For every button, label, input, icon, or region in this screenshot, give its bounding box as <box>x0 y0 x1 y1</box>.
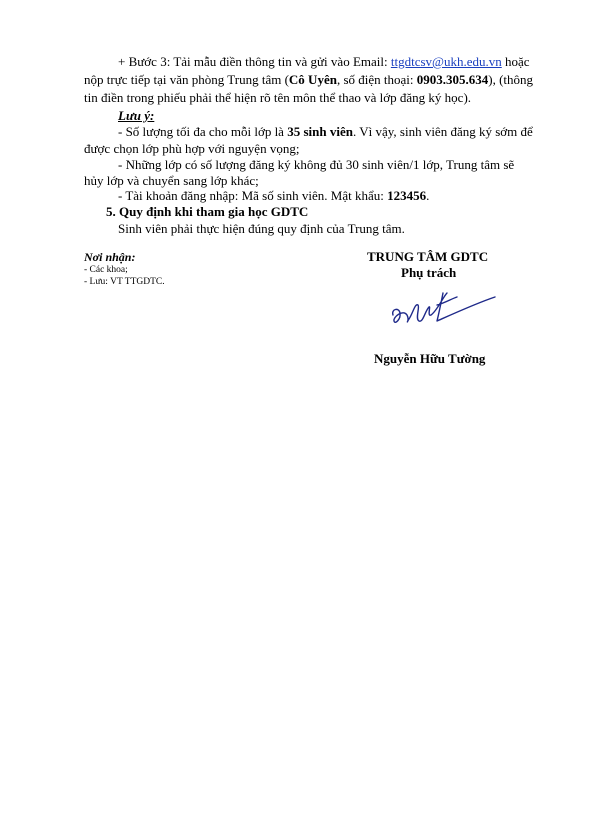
section5-heading: 5. Quy định khi tham gia học GDTC <box>106 204 309 219</box>
recipient-item: - Lưu: VT TTGDTC. <box>84 277 165 287</box>
step3-line3 <box>84 90 471 106</box>
signature-org: TRUNG TÂM GDTC <box>367 249 489 264</box>
step3-line3-text: tin điền trong phiếu phải thể hiện rõ tên môn thể thao và lớp đăng ký học). <box>84 90 472 105</box>
note-item-2: - Những lớp có số lượng đăng ký không đủ 30 sinh viên/1 lớp, Trung tâm sẽ <box>118 157 515 172</box>
recipients-heading: Nơi nhận: <box>84 250 136 264</box>
recipient-item: - Các khoa; <box>84 265 128 275</box>
step3-line2-c: ), (thông <box>488 72 534 87</box>
handwritten-signature <box>385 285 500 335</box>
note-item-2-line2: hủy lớp và chuyển sang lớp khác; <box>84 173 259 188</box>
signature-role: Phụ trách <box>401 265 457 280</box>
contact-name: Cô Uyên <box>288 72 337 87</box>
phone-number: 0903.305.634 <box>416 72 489 87</box>
step3-line1 <box>118 54 530 70</box>
note-item-1 <box>118 124 533 140</box>
note-item-1-a: - Số lượng tối đa cho mỗi lớp là <box>118 124 288 139</box>
email-link[interactable]: ttgdtcsv@ukh.edu.vn <box>390 54 502 69</box>
section5-body: Sinh viên phải thực hiện đúng quy định của Trung tâm. <box>118 221 405 236</box>
step3-line2 <box>84 72 533 88</box>
notes-heading: Lưu ý: <box>118 108 155 123</box>
step3-line2-a: nộp trực tiếp tại văn phòng Trung tâm ( <box>84 72 289 87</box>
note-item-1-b: . Vì vậy, sinh viên đăng ký sớm để <box>352 124 533 139</box>
signer-name: Nguyễn Hữu Tường <box>374 351 486 366</box>
note-item-3 <box>118 188 429 204</box>
note-item-1-line2: được chọn lớp phù hợp với nguyện vọng; <box>84 141 300 156</box>
note-item-3-a: - Tài khoản đăng nhập: Mã số sinh viên. Mật khẩu: <box>118 188 388 203</box>
max-students: 35 sinh viên <box>287 124 353 139</box>
step3-line2-b: , số điện thoại: <box>336 72 417 87</box>
step3-prefix: + Bước 3: Tải mẫu điền thông tin và gửi vào Email: <box>118 54 391 69</box>
step3-suffix: hoặc <box>501 54 530 69</box>
note-item-3-b: . <box>426 188 430 203</box>
default-password: 123456 <box>387 188 427 203</box>
